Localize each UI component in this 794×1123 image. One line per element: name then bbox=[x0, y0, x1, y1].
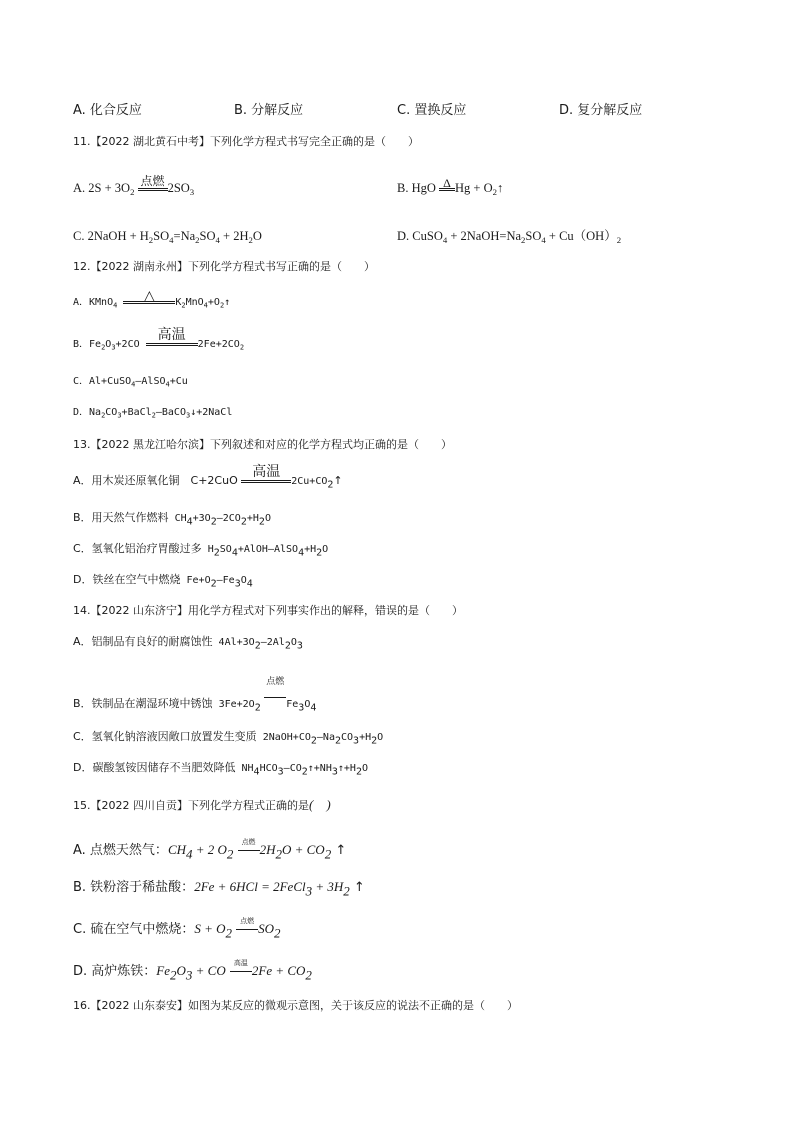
q10-option-b: B. 分解反应 bbox=[234, 103, 304, 118]
q13-option-c: C．氢氧化铝治疗胃酸过多 $H_2SO_4+AlOH—AlSO_4+H_2O$ bbox=[73, 542, 329, 559]
q13-option-b: B．用天然气作燃料 $CH_4+3O_2—2CO_2+H_2O$ bbox=[73, 511, 271, 528]
condition-label: 高温 bbox=[252, 464, 281, 480]
q13-stem: 13.【2022 黑龙江哈尔滨】下列叙述和对应的化学方程式均正确的是（ ） bbox=[73, 438, 452, 451]
q11-stem: 11.【2022 湖北黄石中考】下列化学方程式书写完全正确的是（ ） bbox=[73, 135, 419, 148]
q14-stem: 14.【2022 山东济宁】用化学方程式对下列事实作出的解释，错误的是（ ） bbox=[73, 604, 463, 617]
q16-stem: 16.【2022 山东泰安】如图为某反应的微观示意图，关于该反应的说法不正确的是（ ） bbox=[73, 999, 518, 1012]
condition-label: 点燃 bbox=[241, 838, 256, 846]
condition-label: 高温 bbox=[157, 327, 186, 343]
q13-option-d: D．铁丝在空气中燃烧 $Fe+O_2—Fe_3O_4$ bbox=[73, 573, 253, 590]
q11-option-b: B. HgO Δ $Hg + O_2↑$ bbox=[397, 176, 504, 198]
q12-option-a: A．KMnO$_4$ △ $K_2MnO_4+O_2↑$ bbox=[73, 288, 231, 310]
condition-label: 点燃 bbox=[140, 174, 165, 188]
q14-option-b: B．铁制品在潮湿环境中锈蚀 $3Fe+2O_2$ 点燃 $Fe_3O_4$ bbox=[73, 677, 317, 714]
q15-option-c: C. 硫在空气中燃烧：$S + O_2$ 点燃 $SO_2$ bbox=[73, 917, 281, 941]
q15-option-a: A. 点燃天然气：$CH_4 + 2$ $O_2$ 点燃 $2H_2O + CO_2$ ↑ bbox=[73, 838, 347, 862]
q15-option-d: D. 高炉炼铁：$Fe_2O_3$ + CO 高温 $2Fe + CO_2$ bbox=[73, 959, 312, 983]
q15-stem: 15.【2022 四川自贡】下列化学方程式正确的是( ) bbox=[73, 797, 331, 812]
q14-option-c: C．氢氧化钠溶液因敞口放置发生变质 $2NaOH+CO_2—Na_2CO_3+H_2O$ bbox=[73, 730, 384, 747]
condition-label: 点燃 bbox=[266, 677, 285, 687]
q12-stem: 12.【2022 湖南永州】下列化学方程式书写正确的是（ ） bbox=[73, 260, 375, 273]
q11-option-a: A. $2S + 3O_2$ 点燃 $2SO_3$ bbox=[73, 174, 195, 198]
q14-option-a: A．铝制品有良好的耐腐蚀性 $4Al+3O_2—2Al_2O_3$ bbox=[73, 635, 303, 652]
q12-option-d: D．$Na_2CO_3+BaCl_2—BaCO_3↓+2NaCl$ bbox=[73, 407, 233, 420]
q10-option-c: C. 置换反应 bbox=[397, 103, 467, 118]
q10-option-d: D. 复分解反应 bbox=[559, 103, 643, 118]
q13-option-a: A．用木炭还原氧化铜 C+2CuO 高温 $2Cu+CO_2↑$ bbox=[73, 464, 343, 491]
q12-option-b: B．$Fe_2O_3+2CO$ 高温 $2Fe+2CO_2$ bbox=[73, 327, 245, 352]
condition-label: Δ bbox=[443, 176, 451, 190]
q11-option-c: C. 2NaOH + $H_2SO_4=Na_2SO_4 + 2H_2O$ bbox=[73, 229, 262, 246]
condition-label: 高温 bbox=[233, 959, 248, 967]
q14-option-d: D．碳酸氢铵因储存不当肥效降低 $NH_4HCO_3—CO_2↑+NH_3↑+H_2O$ bbox=[73, 761, 369, 778]
condition-label: △ bbox=[143, 288, 155, 304]
q10-option-a: A. 化合反应 bbox=[73, 103, 142, 118]
q11-option-d: D. CuSO$_4$ + $2NaOH=Na_2SO_4 + Cu(OH)_2$ bbox=[397, 229, 622, 246]
q15-option-b: B. 铁粉溶于稀盐酸：2Fe + 6HCl = 2FeCl$_3$ + $3H_2$ ↑ bbox=[73, 879, 365, 899]
q12-option-c: C．Al+CuSO$_4$—AlSO$_4$+Cu bbox=[73, 376, 188, 389]
condition-label: 点燃 bbox=[240, 917, 255, 925]
